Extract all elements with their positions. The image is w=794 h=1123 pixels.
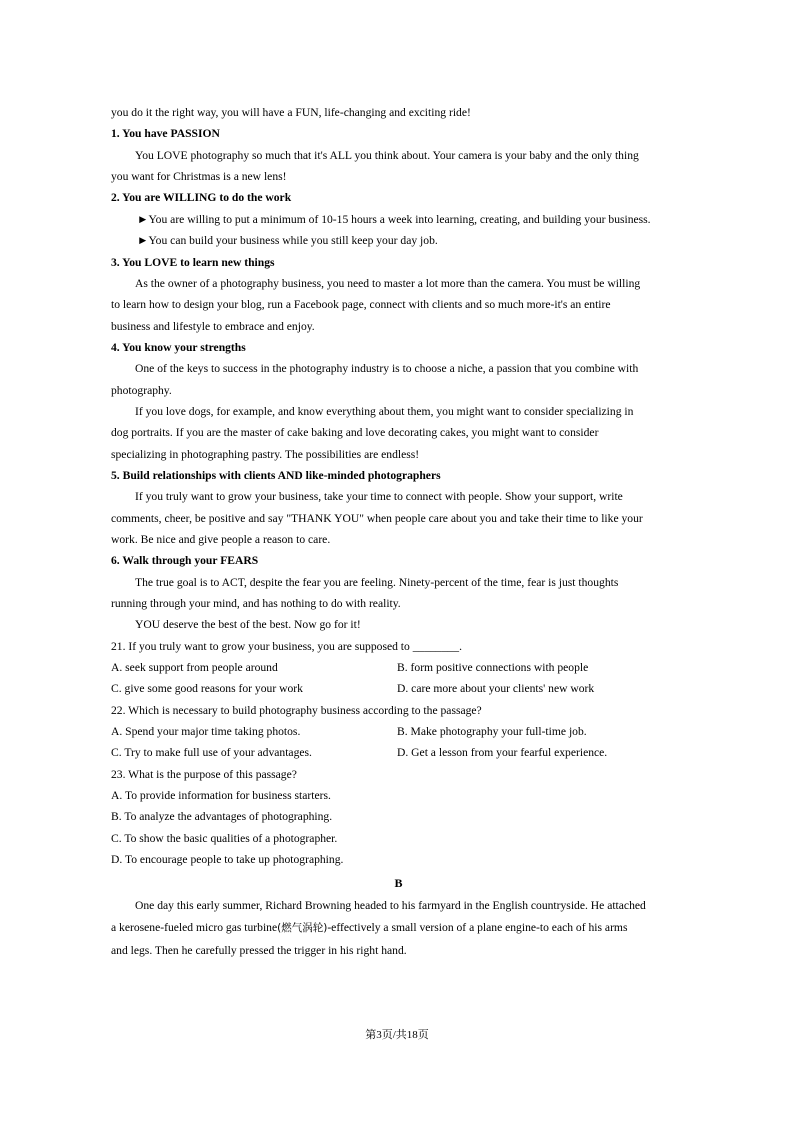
chinese-gloss: (燃气涡轮) [277, 922, 328, 934]
answer-option: A. Spend your major time taking photos. [111, 725, 301, 738]
paragraph-line: you do it the right way, you will have a FUN, life-changing and exciting ride! [111, 106, 471, 119]
answer-option: B. form positive connections with people [397, 661, 589, 674]
answer-option: C. To show the basic qualities of a photographer. [111, 832, 338, 845]
question-stem: 21. If you truly want to grow your business, you are supposed to ________. [111, 640, 462, 653]
paragraph-line: dog portraits. If you are the master of cake baking and love decorating cakes, you might want to consider [111, 426, 599, 439]
text-span: a kerosene-fueled micro gas turbine [111, 921, 278, 934]
answer-option: B. To analyze the advantages of photographing. [111, 810, 333, 823]
answer-option: B. Make photography your full-time job. [397, 725, 587, 738]
answer-option: A. To provide information for business starters. [111, 789, 331, 802]
paragraph-line: One day this early summer, Richard Browning headed to his farmyard in the English countryside. He attached [135, 899, 646, 912]
paragraph-line: you want for Christmas is a new lens! [111, 170, 287, 183]
paragraph-line: comments, cheer, be positive and say "THANK YOU" when people care about you and take their time to like your [111, 512, 643, 525]
paragraph-line: running through your mind, and has nothing to do with reality. [111, 597, 401, 610]
paragraph-line: specializing in photographing pastry. The possibilities are endless! [111, 448, 420, 461]
paragraph-line: If you truly want to grow your business, take your time to connect with people. Show your support, write [135, 490, 623, 503]
section-b-heading: B [394, 876, 403, 890]
section-heading: 1. You have PASSION [111, 127, 220, 140]
paragraph-line: photography. [111, 384, 172, 397]
answer-option: D. Get a lesson from your fearful experience. [397, 746, 608, 759]
paragraph-line: work. Be nice and give people a reason to care. [111, 533, 331, 546]
paragraph-line: As the owner of a photography business, you need to master a lot more than the camera. You must be willing [135, 277, 641, 290]
section-heading: 4. You know your strengths [111, 341, 246, 354]
paragraph-line: The true goal is to ACT, despite the fear you are feeling. Ninety-percent of the time, fear is just thoughts [135, 576, 619, 589]
answer-option: C. Try to make full use of your advantages. [111, 746, 312, 759]
answer-option: C. give some good reasons for your work [111, 682, 303, 695]
page-number-footer: 第3页/共18页 [365, 1029, 429, 1041]
paragraph-line: and legs. Then he carefully pressed the trigger in his right hand. [111, 944, 407, 957]
section-heading: 3. You LOVE to learn new things [111, 256, 275, 269]
answer-option: D. care more about your clients' new work [397, 682, 595, 695]
paragraph-line: to learn how to design your blog, run a Facebook page, connect with clients and so much more-it's an entire [111, 298, 611, 311]
section-heading: 6. Walk through your FEARS [111, 554, 259, 567]
paragraph-line: You LOVE photography so much that it's ALL you think about. Your camera is your baby and the only thing [135, 149, 639, 162]
answer-option: D. To encourage people to take up photographing. [111, 853, 344, 866]
bullet-line: ►You can build your business while you still keep your day job. [137, 234, 438, 247]
answer-option: A. seek support from people around [111, 661, 278, 674]
paragraph-line [111, 918, 627, 938]
paragraph-line: One of the keys to success in the photography industry is to choose a niche, a passion that you combine with [135, 362, 639, 375]
paragraph-line: YOU deserve the best of the best. Now go for it! [135, 618, 361, 631]
question-stem: 23. What is the purpose of this passage? [111, 768, 297, 781]
text-span: -effectively a small version of a plane engine-to each of his arms [327, 921, 628, 934]
question-stem: 22. Which is necessary to build photography business according to the passage? [111, 704, 482, 717]
bullet-line: ►You are willing to put a minimum of 10-15 hours a week into learning, creating, and building your business. [137, 213, 651, 226]
paragraph-line: business and lifestyle to embrace and enjoy. [111, 320, 315, 333]
paragraph-line: If you love dogs, for example, and know everything about them, you might want to consider specializing in [135, 405, 634, 418]
section-heading: 5. Build relationships with clients AND like-minded photographers [111, 469, 441, 482]
section-heading: 2. You are WILLING to do the work [111, 191, 292, 204]
